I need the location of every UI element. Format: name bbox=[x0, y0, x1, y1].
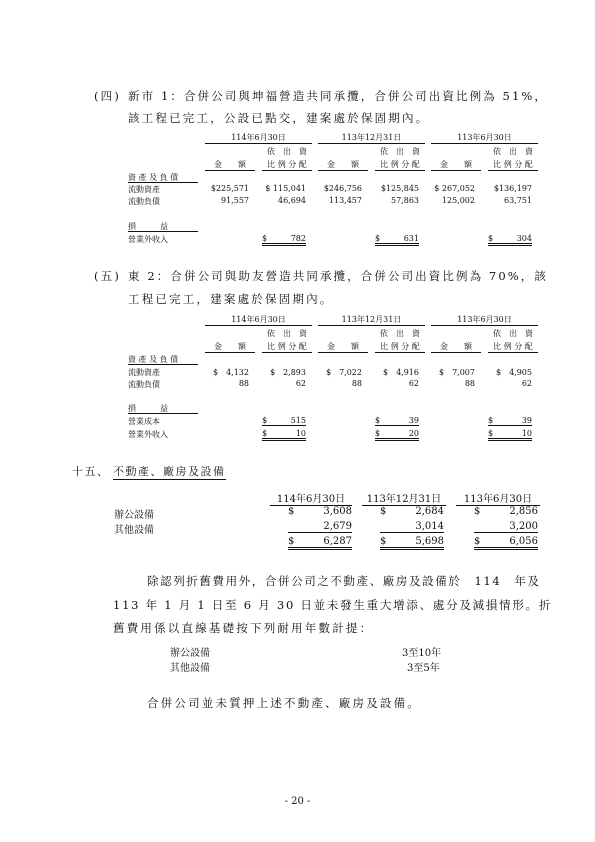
table5-pl-cell bbox=[262, 429, 306, 441]
ppe-total-value: 6,056 bbox=[509, 536, 538, 547]
table4-section-assets: 資 產 及 負 債 bbox=[128, 173, 179, 182]
currency-sign: $ bbox=[375, 234, 381, 243]
table5-pl-value: 39 bbox=[521, 416, 532, 425]
table5-row-label: 流動負債 bbox=[128, 380, 160, 389]
ppe-value: 2,856 bbox=[509, 506, 538, 517]
table5-pl-cell bbox=[375, 416, 419, 426]
currency-sign: $ bbox=[488, 234, 494, 243]
ppe-total-cell bbox=[380, 536, 444, 550]
table5-share-2: 比 例 分 配 bbox=[380, 342, 420, 351]
table5-amount-2: 金 額 bbox=[327, 342, 359, 351]
section5-line2: 工程已完工，建案處於保固期內。 bbox=[128, 292, 334, 306]
ppe-cell bbox=[474, 506, 538, 517]
currency-sign: $ bbox=[380, 506, 387, 517]
table5-pl-value: 20 bbox=[408, 429, 419, 438]
currency-sign: $ bbox=[474, 506, 481, 517]
ppe-value: 2,679 bbox=[288, 521, 352, 533]
currency-sign: $ bbox=[262, 416, 268, 425]
table5-section-pl: 損 益 bbox=[128, 404, 168, 413]
table5-pl-value: 515 bbox=[290, 416, 306, 425]
table4-cell: $246,756 bbox=[323, 184, 362, 193]
table5-pl-value: 39 bbox=[408, 416, 419, 425]
ppe-paragraph-line3: 舊費用係以直線基礎按下列耐用年數計提： bbox=[113, 621, 374, 635]
currency-sign: $ bbox=[288, 536, 295, 547]
table4-cell: 57,863 bbox=[391, 196, 419, 205]
table4-share-1: 比 例 分 配 bbox=[267, 160, 307, 169]
currency-sign: $ bbox=[262, 234, 268, 243]
table4-period-3: 113年6月30日 bbox=[457, 133, 512, 142]
ppe-final-sentence: 合併公司並未質押上述不動產、廠房及設備。 bbox=[147, 696, 421, 710]
ppe-total-value: 5,698 bbox=[415, 536, 444, 547]
table5-share-top-1: 依 出 資 bbox=[267, 329, 307, 338]
table5-pl-cell bbox=[488, 416, 532, 426]
table5-pl-value: 10 bbox=[521, 429, 532, 438]
ppe-total-value: 6,287 bbox=[323, 536, 352, 547]
table4-cell: 91,557 bbox=[221, 196, 249, 205]
section15-title: 不動產、廠房及設備 bbox=[113, 465, 226, 478]
currency-sign: $ bbox=[375, 429, 381, 438]
table4-pl-cell bbox=[375, 234, 419, 246]
table4-share-top-1: 依 出 資 bbox=[267, 147, 307, 156]
table4-pl-value: 631 bbox=[403, 234, 419, 243]
table5-share-top-2: 依 出 資 bbox=[380, 329, 420, 338]
table5-cell: 62 bbox=[295, 379, 306, 388]
table4-cell: $ 115,041 bbox=[265, 184, 306, 193]
ppe-paragraph-line1: 除認列折舊費用外，合併公司之不動產、廠房及設備於 114 年及 bbox=[147, 574, 541, 588]
table4-cell: 63,751 bbox=[504, 196, 532, 205]
table4-cell: $136,197 bbox=[493, 184, 532, 193]
table5-cell: 62 bbox=[408, 379, 419, 388]
table4-pl-cell bbox=[262, 234, 306, 246]
table5-cell: $ 4,916 bbox=[383, 368, 419, 377]
ppe-cell bbox=[380, 506, 444, 517]
table5-cell: $ 7,007 bbox=[439, 368, 475, 377]
ppe-value: 3,608 bbox=[323, 506, 352, 517]
table5-cell: 88 bbox=[238, 379, 249, 388]
table5-pl-cell bbox=[375, 429, 419, 441]
currency-sign: $ bbox=[288, 506, 295, 517]
table5-amount-1: 金 額 bbox=[214, 342, 246, 351]
table4-row-label: 營業外收入 bbox=[128, 235, 168, 244]
currency-sign: $ bbox=[380, 536, 387, 547]
ppe-value: 2,684 bbox=[415, 506, 444, 517]
life-years: 3至10年 bbox=[402, 648, 442, 659]
ppe-value: 3,200 bbox=[474, 521, 538, 533]
currency-sign: $ bbox=[474, 536, 481, 547]
table5-cell: 62 bbox=[521, 379, 532, 388]
life-years: 3至5年 bbox=[407, 663, 440, 674]
table5-cell: $ 2,893 bbox=[270, 368, 306, 377]
table4-cell: 46,694 bbox=[278, 196, 306, 205]
section5-number: (五) bbox=[94, 269, 122, 283]
ppe-total-cell bbox=[288, 536, 352, 550]
table4-share-3: 比 例 分 配 bbox=[493, 160, 533, 169]
table4-amount-2: 金 額 bbox=[327, 160, 359, 169]
table5-share-1: 比 例 分 配 bbox=[267, 342, 307, 351]
table4-row-label: 流動負債 bbox=[128, 197, 160, 206]
section4-line1: 新市 1：合併公司與坤福營造共同承攬，合併公司出資比例為 51%， bbox=[128, 89, 548, 103]
table5-row-label: 營業外收入 bbox=[128, 430, 168, 439]
table4-amount-1: 金 額 bbox=[214, 160, 246, 169]
table5-cell: 88 bbox=[464, 379, 475, 388]
table5-share-3: 比 例 分 配 bbox=[493, 342, 533, 351]
table4-period-2: 113年12月31日 bbox=[341, 133, 402, 142]
life-label: 其他設備 bbox=[170, 663, 210, 674]
table5-period-1: 114年6月30日 bbox=[231, 315, 286, 324]
table5-row-label: 營業成本 bbox=[128, 417, 160, 426]
currency-sign: $ bbox=[262, 429, 268, 438]
table5-pl-cell bbox=[488, 429, 532, 441]
table4-period-1: 114年6月30日 bbox=[231, 133, 286, 142]
ppe-row-label: 辦公設備 bbox=[114, 510, 154, 521]
table4-cell: $225,571 bbox=[210, 184, 249, 193]
table5-cell: $ 7,022 bbox=[326, 368, 362, 377]
table4-share-top-2: 依 出 資 bbox=[380, 147, 420, 156]
table4-pl-value: 782 bbox=[290, 234, 306, 243]
table5-period-3: 113年6月30日 bbox=[457, 315, 512, 324]
section5-line1: 東 2：合併公司與助友營造共同承攬，合併公司出資比例為 70%，該 bbox=[128, 269, 548, 283]
table4-section-pl: 損 益 bbox=[128, 222, 168, 231]
currency-sign: $ bbox=[375, 416, 381, 425]
ppe-period-2: 113年12月31日 bbox=[362, 490, 446, 506]
table4-row-label: 流動資產 bbox=[128, 185, 160, 194]
table4-cell: $125,845 bbox=[380, 184, 419, 193]
table5-row-label: 流動資產 bbox=[128, 368, 160, 377]
table5-amount-3: 金 額 bbox=[440, 342, 472, 351]
table4-cell: 125,002 bbox=[441, 196, 475, 205]
table5-cell: 88 bbox=[351, 379, 362, 388]
table5-period-2: 113年12月31日 bbox=[341, 315, 402, 324]
table5-pl-cell bbox=[262, 416, 306, 426]
table4-cell: $ 267,052 bbox=[434, 184, 475, 193]
table5-section-assets: 資 產 及 負 債 bbox=[128, 355, 179, 364]
life-label: 辦公設備 bbox=[170, 648, 210, 659]
currency-sign: $ bbox=[488, 416, 494, 425]
ppe-cell bbox=[288, 506, 352, 517]
section4-number: (四) bbox=[94, 89, 122, 103]
table5-cell: $ 4,905 bbox=[496, 368, 532, 377]
table4-amount-3: 金 額 bbox=[440, 160, 472, 169]
table5-pl-value: 10 bbox=[295, 429, 306, 438]
table5-share-top-3: 依 出 資 bbox=[493, 329, 533, 338]
table4-share-2: 比 例 分 配 bbox=[380, 160, 420, 169]
table4-pl-cell bbox=[488, 234, 532, 246]
ppe-period-3: 113年6月30日 bbox=[456, 490, 540, 506]
ppe-paragraph-line2: 113 年 1 月 1 日至 6 月 30 日並未發生重大增添、處分及減損情形。折 bbox=[113, 598, 553, 612]
table4-cell: 113,457 bbox=[328, 196, 362, 205]
ppe-period-1: 114年6月30日 bbox=[270, 490, 352, 506]
table4-pl-value: 304 bbox=[516, 234, 532, 243]
ppe-total-cell bbox=[474, 536, 538, 550]
ppe-row-label: 其他設備 bbox=[114, 525, 154, 536]
page-number: - 20 - bbox=[284, 796, 311, 807]
ppe-value: 3,014 bbox=[380, 521, 444, 533]
table5-cell: $ 4,132 bbox=[213, 368, 249, 377]
currency-sign: $ bbox=[488, 429, 494, 438]
section4-line2: 該工程已完工，公設已點交，建案處於保固期內。 bbox=[128, 111, 430, 125]
section15-number: 十五、 bbox=[72, 465, 110, 478]
table4-share-top-3: 依 出 資 bbox=[493, 147, 533, 156]
